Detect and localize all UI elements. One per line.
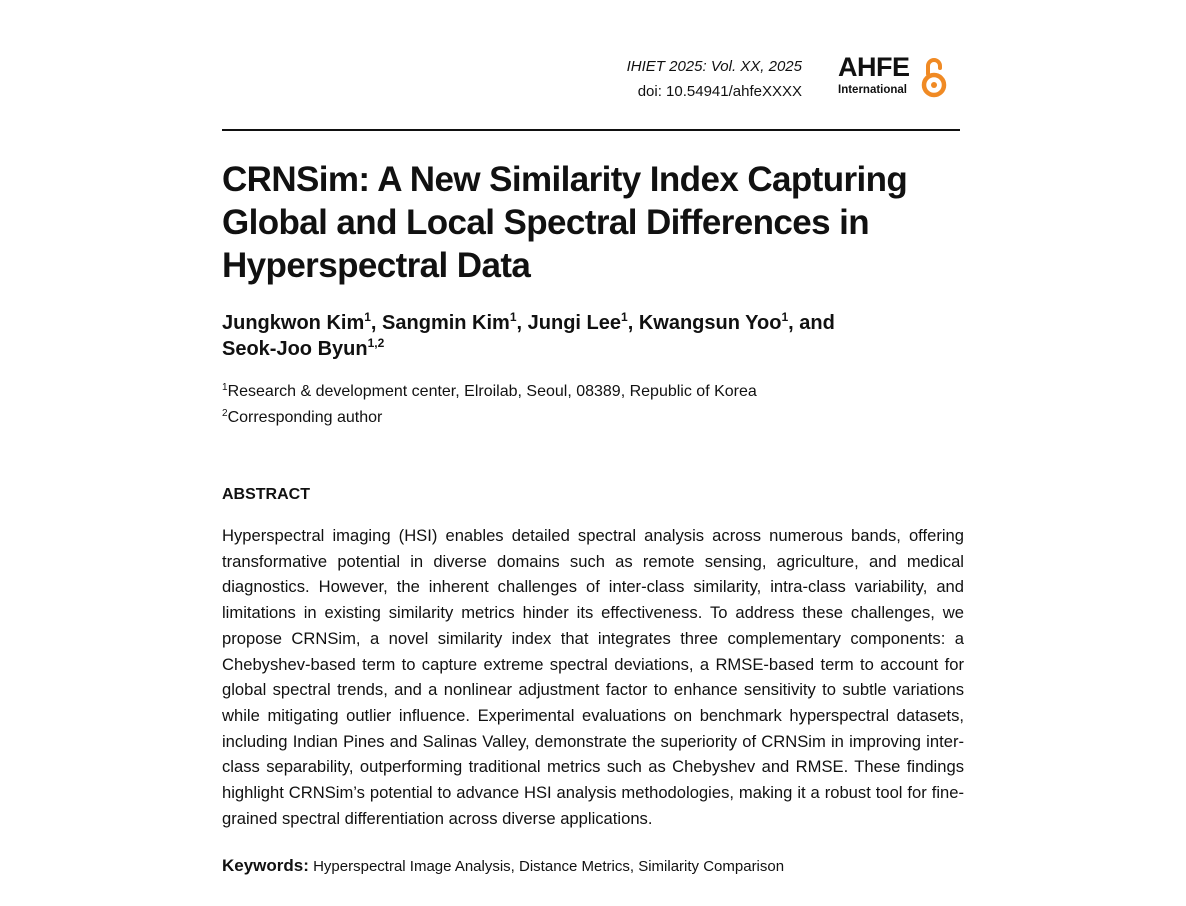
- author: [222, 338, 384, 360]
- doi-link[interactable]: doi: 10.54941/ahfeXXXX: [637, 83, 802, 100]
- journal-info: [627, 54, 802, 104]
- affiliation: [222, 405, 960, 431]
- affiliation-mark: 2: [222, 408, 228, 419]
- page-header: [222, 48, 960, 102]
- keywords-label: Keywords:: [222, 856, 309, 875]
- paper-title: CRNSim: A New Similarity Index Capturing Global and Local Spectral Differences in Hyperspectral Data: [222, 160, 908, 285]
- author-separator: ,: [627, 312, 639, 334]
- author-name: Jungi Lee: [527, 312, 622, 334]
- author-name: Seok-Joo Byun: [222, 338, 368, 360]
- author-name: Kwangsun Yoo: [638, 312, 782, 334]
- author-separator: ,: [370, 312, 383, 334]
- author: [528, 312, 639, 334]
- author-separator: , and: [788, 312, 835, 334]
- author-list: [222, 310, 960, 362]
- header-divider: [222, 129, 960, 131]
- affiliation-text: Corresponding author: [227, 409, 383, 426]
- keywords-line: [222, 854, 964, 879]
- logo-text: AHFE: [838, 52, 910, 82]
- keywords-text: Hyperspectral Image Analysis, Distance Metrics, Similarity Comparison: [313, 858, 785, 875]
- author: [639, 312, 835, 334]
- author-name: Sangmin Kim: [382, 312, 510, 334]
- author-affiliation-mark: 1: [621, 310, 628, 324]
- author-separator: ,: [516, 312, 528, 334]
- affiliation-text: Research & development center, Elroilab, Seoul, 08389, Republic of Korea: [227, 383, 757, 400]
- author-affiliation-mark: 1: [781, 310, 789, 324]
- author-affiliation-mark: 1,2: [367, 336, 385, 350]
- affiliation-list: [222, 379, 960, 431]
- author-affiliation-mark: 1: [509, 310, 517, 324]
- abstract-heading: ABSTRACT: [222, 486, 310, 503]
- open-access-icon: [920, 56, 948, 98]
- journal-volume: IHIET 2025: Vol. XX, 2025: [626, 58, 802, 75]
- affiliation-mark: 1: [222, 382, 228, 393]
- author: [222, 312, 382, 334]
- author-name: Jungkwon Kim: [222, 312, 365, 334]
- author: [382, 312, 528, 334]
- affiliation: [222, 379, 960, 405]
- abstract-body: Hyperspectral imaging (HSI) enables detailed spectral analysis across numerous bands, offering transformative potential in diverse domains such as remote sensing, agriculture, and medical diagnostics. However, the inherent challenges of inter-class similarity, intra-class variability, and limitations in existing similarity metrics hinder its effectiveness. To address these challenges, we propose CRNSim, a novel similarity index that integrates three complementary components: a Chebyshev-based term to capture extreme spectral deviations, a RMSE-based term to account for global spectral trends, and a nonlinear adjustment factor to enhance sensitivity to subtle variations while mitigating outlier influence. Experimental evaluations on benchmark hyperspectral datasets, including Indian Pines and Salinas Valley, demonstrate the superiority of CRNSim in improving inter-class separability, outperforming traditional metrics such as Chebyshev and RMSE. These findings highlight CRNSim’s potential to advance HSI analysis methodologies, making it a robust tool for fine-grained spectral differentiation across diverse applications.: [222, 526, 964, 828]
- author-affiliation-mark: 1: [364, 310, 371, 324]
- logo-subtext: International: [838, 84, 908, 96]
- ahfe-logo: [838, 54, 950, 100]
